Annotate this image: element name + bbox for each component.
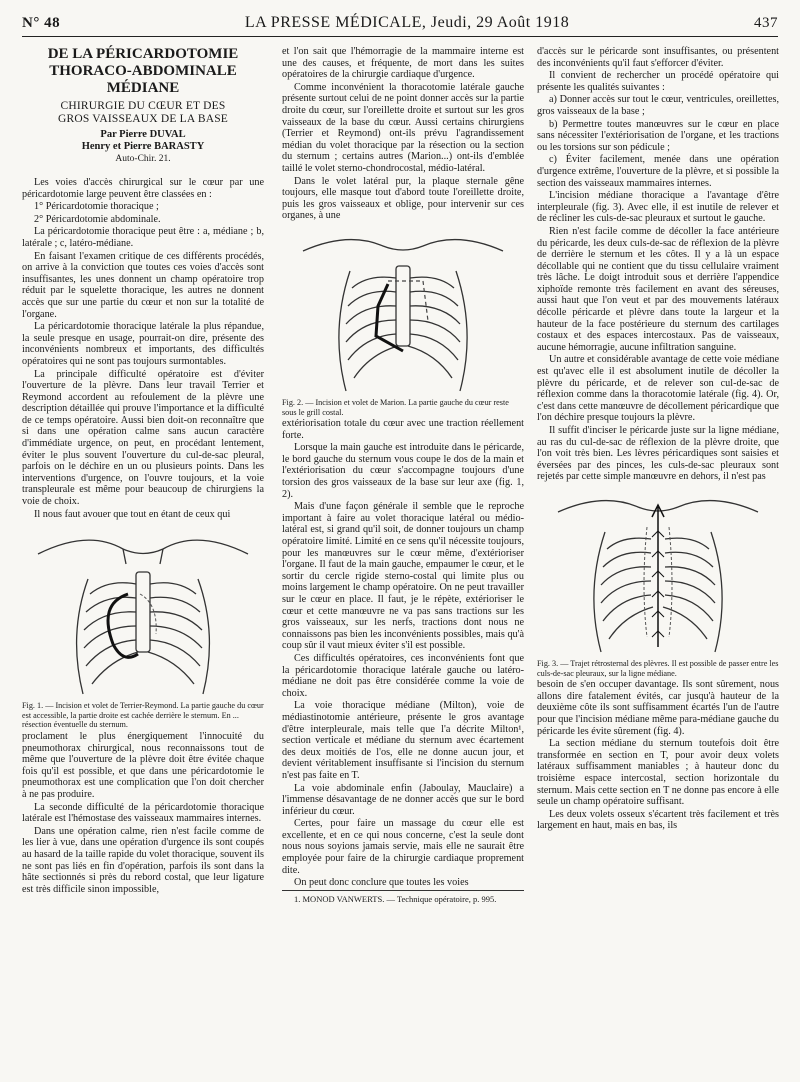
paragraph: La péricardotomie thoracique latérale la plus répandue, la seule presque en usage, pourrait-on dire, présente des inconvénients nombreux et importants, des difficultés opératoires qui ne sont pas toujours surmontables. [22,321,264,367]
figure-1-thorax-illustration [28,524,258,699]
paragraph: Certes, pour faire un massage du cœur elle est excellente, et en ce qui nous concerne, c'est la seule dont nous nous soyions jamais servie, mais elle ne saurait être employée pour faire de la chirurgie cardiaque proprement dite. [282,818,524,876]
paragraph: Les deux volets osseux s'écartent très facilement et très largement en haut, mais en bas, ils [537,808,779,832]
paragraph: La voie thoracique médiane (Milton), voie de médiastinotomie antérieure, présente le gros avantage d'être interpleurale, mais telle que l'a décrite Milton¹, section verticale et médiane du sternum avec écartement des deux moitiés de l'os, elle ne donne aucun jour, et devient véritablement insuffisante si l'incision du sternum n'est pas faite en T. [282,700,524,781]
paragraph: La principale difficulté opératoire est d'éviter l'ouverture de la plèvre. Dans leur travail Terrier et Reymond accordent au refoulement de la plèvre une description détaillée qui prouve l'importance et la difficulté de ce temps opératoire. Aussi bien doit-on reconnaître que si dans une opération calme sans aucun caractère d'immédiate urgence, on peut, en procédant lentement, éviter le plus souvent l'ouverture du cul-de-sac pleural, parfois on le déchire en un ou plusieurs points. Dans les interventions d'urgence, on l'ouvre toujours, et la voie transpleurale est même pour beaucoup de chirurgiens la voie de choix. [22,368,264,508]
journal-title: LA PRESSE MÉDICALE, Jeudi, 29 Août 1918 [244,14,570,31]
paragraph: et l'on sait que l'hémorragie de la mammaire interne est une des causes, et fréquente, de mort dans les suites opératoires de la chirurgie cardiaque d'urgence. [282,46,524,81]
paragraph: besoin de s'en occuper davantage. Ils sont sûrement, nous allons dire fatalement évités, car jusqu'à hauteur de la deuxième côte ils sont suffisamment écartés l'un de l'autre pour que l'incision médiane même para-médiane gauche du péricarde les évite sûrement (fig. 4). [537,679,779,737]
paragraph: Il nous faut avouer que tout en étant de ceux qui [34,508,231,520]
paragraph: c) Éviter facilement, menée dans une opération d'urgence extrême, l'ouverture de la plèvre, et si possible la section des vaisseaux mammaires internes. [537,154,779,189]
figure-3-caption: Fig. 3. — Trajet rétrosternal des plèvres. Il est possible de passer entre les culs-de-sac pleuraux, sur la ligne médiane. [537,658,779,678]
article-subtitle: CHIRURGIE DU CŒUR ET DES GROS VAISSEAUX DE LA BASE [57,100,229,125]
authors-line-2: Henry et Pierre BARASTY [81,141,205,152]
paragraph: 1° Péricardotomie thoracique ; [34,201,159,213]
paragraph: Ces difficultés opératoires, ces inconvénients font que la péricardotomie thoracique latérale gauche ou latéro-médiane ne doit pas être considérée comme la voie de choix. [282,652,524,699]
paragraph: b) Permettre toutes manœuvres sur le cœur en place sans nécessiter l'extériorisation de l'organe, et les tractions ou les torsions sur son pédicule ; [537,118,779,153]
paragraph: La voie abdominale enfin (Jaboulay, Mauclaire) a l'immense désavantage de ne donner accès que sur le bord inférieur du cœur. [282,782,524,817]
paragraph: Les voies d'accès chirurgical sur le cœur par une péricardotomie large peuvent être classées en : [22,177,264,200]
figure-3-thorax-illustration [543,487,773,657]
affiliation: Auto-Chir. 21. [115,154,171,164]
paragraph: Mais d'une façon générale il semble que le reproche important à faire au volet thoracique latéral ou médio-latéral est, si grand qu'il soit, de donner toujours un champ opératoire limité. Limité en ce sens qu'il nécessite toujours, pour les manœuvres sur le cœur même, d'extérioriser l'organe. Il faut de la main gauche, empaumer le cœur, et le sortir du cercle rigide sterno-costal qui limite plus ou moins largement le champ opératoire. On ne peut travailler sur le cœur en place. Il faut, je le répète, extérioriser le cœur et cette manœuvre ne va pas sans tractions sur les gros vaisseaux, sur les nerfs, tractions dont nous ne connaissons pas bien les inconvénients possibles, mais qu'à coup sûr il vaut mieux éviter s'il est possible. [282,501,524,652]
paragraph: a) Donner accès sur tout le cœur, ventricules, oreillettes, gros vaisseaux de la base ; [537,94,779,117]
figure-2-thorax-illustration [288,226,518,396]
authors-line-1: Par Pierre DUVAL [100,129,186,140]
paragraph: La seconde difficulté de la péricardotomie thoracique latérale est l'hémostase des vaisseaux mammaires internes. [22,801,264,825]
paragraph: 2° Péricardotomie abdominale. [34,213,161,225]
paragraph: La section médiane du sternum toutefois doit être transformée en section en T, pour avoir deux volets latéraux suffisamment maniables ; à hauteur donc du troisième espace intercostal, section horizontale du sternum. Mais cette section en T ne donne pas encore à elle seule un champ opératoire suffisant. [537,738,779,808]
article-title: DE LA PÉRICARDOTOMIE THORACO-ABDOMINALE MÉDIANE [47,46,239,96]
column-1 [22,46,264,896]
paragraph: Il convient de rechercher un procédé opératoire qui présente les qualités suivantes : [537,70,779,93]
paragraph: En faisant l'examen critique de ces différents procédés, on arrive à la conviction que toutes ces voies d'accès sont insuffisantes, les unes donnent un champ opératoire trop réduit par le squelette thoracique, les autres ne donnent accès que sur une partie du cœur et non sur la totalité de l'organe. [22,250,264,320]
page-number: 437 [754,15,778,31]
footnote: 1. MONOD VANWERTS. — Technique opératoire, p. 995. [282,890,524,906]
paragraph: Il suffit d'inciser le péricarde juste sur la ligne médiane, au ras du cul-de-sac de réflexion de la plèvre droite, que l'on voit très bien. Les lèvres péricardiques sont saisies et éversées par des pinces, les culs-de-sac pleuraux sont rejetés par cette simple manœuvre en dehors, il n'est pas [537,425,779,483]
paragraph: Dans le volet latéral pur, la plaque sternale gêne toujours, elle masque tout d'abord toute l'oreillette droite, puis les gros vaisseaux et oblige, pour intervenir sur ces organes, à une [282,175,524,222]
paragraph: Comme inconvénient la thoracotomie latérale gauche présente surtout celui de ne point donner accès sur la partie droite du cœur, sur l'oreillette droite et surtout sur les gros vaisseaux de la base du cœur. Aussi certains chirurgiens (Terrier et Reymond) ont-ils prévu l'agrandissement médian du volet thoracique par la résection ou la section du sternum ; certains autres (Marion...) ont-ils d'emblée taillé le volet sterno-chondrocostal, médio-latéral. [282,81,524,174]
figure-1-caption: Fig. 1. — Incision et volet de Terrier-Reymond. La partie gauche du cœur est accessible, la partie droite est cachée derrière le sternum. En ... résection éventuelle du sternum. [22,701,264,730]
paragraph: Un autre et considérable avantage de cette voie médiane est qu'avec elle il est absolument inutile de décoller la plèvre du péricarde, et de relever son cul-de-sac de réflexion comme dans la thoracotomie latérale (fig. 4). Or, c'est dans cette manœuvre de décollement péricardique que l'on déchire presque toujours la plèvre. [537,354,779,424]
paragraph: La péricardotomie thoracique peut être : a, médiane ; b, latérale ; c, latéro-médiane. [22,226,264,249]
figure-2-caption: Fig. 2. — Incision et volet de Marion. La partie gauche du cœur reste sous le grill costal. [282,397,509,417]
paragraph: Lorsque la main gauche est introduite dans le péricarde, le bord gauche du sternum vous coupe le dos de la main et l'extériorisation du cœur s'accompagne toujours d'une torsion des gros vaisseaux de la base sur leur axe (fig. 1, 2). [282,442,524,500]
paragraph: Rien n'est facile comme de décoller la face antérieure du péricarde, les deux culs-de-sac de réflexion de la plèvre de derrière le sternum et les côtes. Il y a là un espace décollable qui ne contient que du tissu cellulaire vraiment très lâche. Le doigt introduit sous et derrière l'appendice xiphoïde remonte très facilement en avant des séreuses, aussi haut que l'on veut et par des mouvements latéraux décolle péricarde et plèvre dans toute la largeur et la hauteur de la face postérieure du sternum des cartilages costaux et des espaces intercostaux. Pas de vaisseaux, aucune hémorragie, aucune infiltration sanguine. [537,225,779,353]
column-2 [282,46,524,906]
paragraph: Dans une opération calme, rien n'est facile comme de les lier à vue, dans une opération d'urgence ils sont coupés au hasard de la taille rapide du volet thoracique, souvent ils ne sont pas liés en fin d'opération, parfois ils sont dans la hâte sectionnés si près du rebord costal, que leur ligature est très difficile sinon impossible, [22,825,264,895]
paragraph: extériorisation totale du cœur avec une traction réellement forte. [282,418,524,441]
paragraph: proclament le plus énergiquement l'innocuité du pneumothorax chirurgical, nous reconnaissons tout de même que l'ouverture de la plèvre doit être évitée chaque fois qu'il est possible, et que dans une péricardotomie le pneumothorax est une complication que l'on doit chercher à ne pas produire. [22,731,264,800]
issue-number: N° 48 [22,15,61,31]
paragraph: On peut donc conclure que toutes les voies [294,877,469,889]
paragraph: L'incision médiane thoracique a l'avantage d'être interpleurale (fig. 3). Avec elle, il est inutile de relever et de récliner les culs-de-sac pleuraux et surtout le gauche. [537,190,779,225]
paragraph: d'accès sur le péricarde sont insuffisantes, ou présentent des inconvénients qu'il faut s'efforcer d'éviter. [537,46,779,69]
column-3 [537,46,779,833]
page-header [22,14,778,37]
